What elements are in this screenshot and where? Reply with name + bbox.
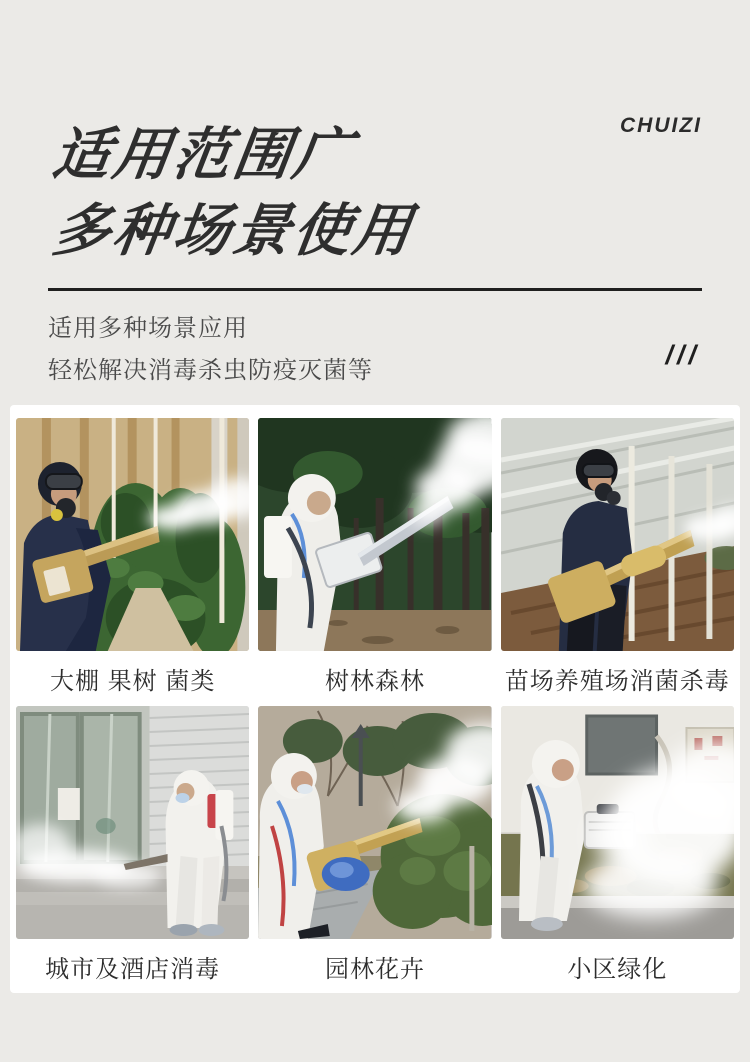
gallery-item (501, 706, 734, 994)
photo-caption: 树林森林 (324, 668, 425, 695)
photo-caption: 大棚 果树 菌类 (49, 668, 216, 695)
gallery-item (258, 706, 491, 994)
photo-nursery-farm (501, 418, 734, 651)
photo-greenhouse-crops (16, 418, 249, 651)
photo-city-hotel (16, 706, 249, 939)
photo-caption: 园林花卉 (324, 956, 425, 983)
subtitle-block (48, 308, 373, 392)
triple-slash-icon: /// (665, 340, 700, 370)
headline-line1: 适用范围广 (48, 123, 358, 187)
photo-caption: 小区绿化 (567, 956, 668, 983)
gallery-item (501, 418, 734, 706)
divider-line (48, 288, 702, 291)
gallery-item (16, 706, 249, 994)
photo-caption: 城市及酒店消毒 (45, 956, 221, 983)
photo-community-greening (501, 706, 734, 939)
subtitle-line2: 轻松解决消毒杀虫防疫灭菌等 (48, 357, 373, 384)
headline-line2: 多种场景使用 (48, 198, 418, 263)
subtitle-line1: 适用多种场景应用 (48, 315, 248, 342)
hero-headline (48, 118, 418, 270)
photo-garden-flowers (258, 706, 491, 939)
gallery-card (10, 405, 740, 993)
photo-forest (258, 418, 491, 651)
gallery-item (16, 418, 249, 706)
gallery-item (258, 418, 491, 706)
photo-caption: 苗场养殖场消菌杀毒 (504, 668, 730, 695)
brand-logo: CHUIZI (620, 114, 702, 137)
photo-grid (16, 418, 734, 994)
